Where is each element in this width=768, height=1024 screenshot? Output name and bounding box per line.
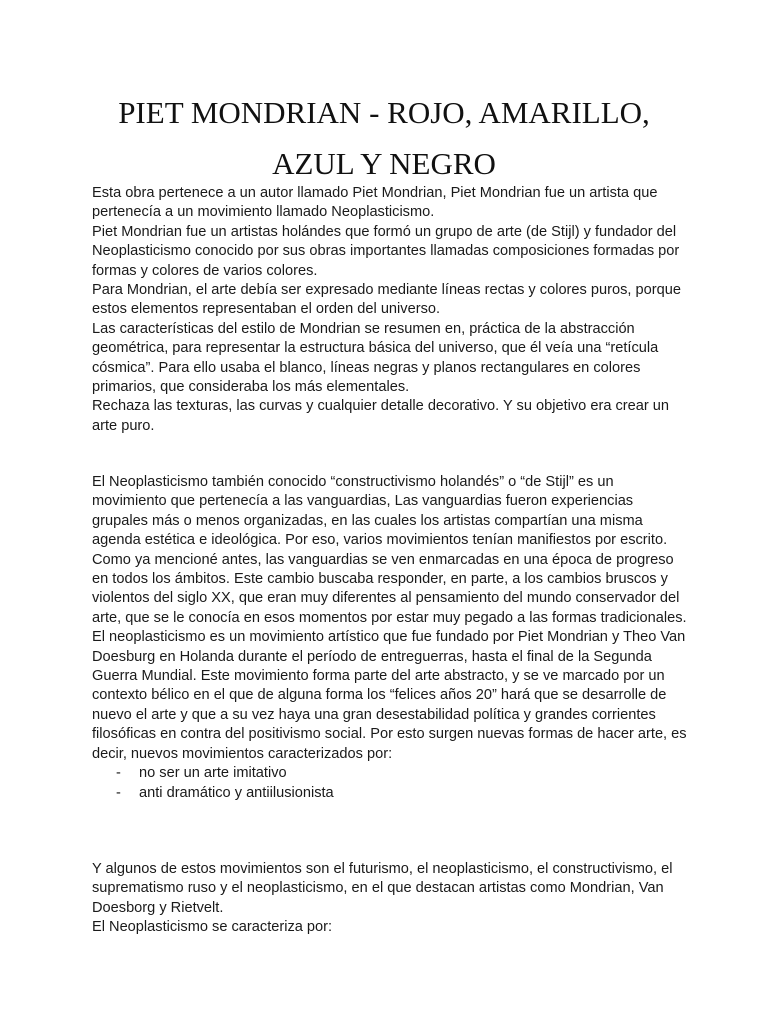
paragraph: Para Mondrian, el arte debía ser expresado mediante líneas rectas y colores puros, porque estos elementos representaban el orden del universo. [92, 282, 681, 318]
paragraph: Rechaza las texturas, las curvas y cualquier detalle decorativo. Y su objetivo era crear un arte puro. [92, 398, 670, 434]
paragraph: El Neoplasticismo se caracteriza por: [92, 919, 333, 936]
list-item-text: no ser un arte imitativo [139, 765, 287, 782]
title-line-2: AZUL Y NEGRO [272, 146, 496, 181]
title-line-1: PIET MONDRIAN - ROJO, AMARILLO, [118, 95, 650, 130]
list-dash: - [116, 784, 121, 801]
list-dash: - [116, 765, 121, 782]
paragraph: El Neoplasticismo también conocido “constructivismo holandés” o “de Stijl” es un movimiento que pertenecía a las vanguardias, Las vanguardias fueron experiencias grupales más o menos organizadas, en las cuales los artistas compartían una misma agenda estética e ideológica. Por eso, varios movimientos tenían manifiestos por escrito. Como ya mencioné antes, las vanguardias se ven enmarcadas en una época de progreso en todos los ámbitos. Este cambio buscaba responder, en parte, a los cambios bruscos y violentos del siglo XX, que eran muy diferentes al pensamiento del mundo conservador del arte, que se le conocía en esos momentos por estar muy pegado a las formas tradicionales. [92, 474, 687, 626]
list-item-text: anti dramático y antiilusionista [139, 784, 334, 801]
paragraph: Y algunos de estos movimientos son el futurismo, el neoplasticismo, el constructivismo, el suprematismo ruso y el neoplasticismo, en el que destacan artistas como Mondrian, Van Doesborg y Rietvelt. [92, 861, 673, 916]
paragraph: Esta obra pertenece a un autor llamado Piet Mondrian, Piet Mondrian fue un artista que pertenecía a un movimiento llamado Neoplasticismo. [92, 185, 658, 221]
intro-section [92, 184, 692, 436]
neoplasticism-section [92, 473, 692, 803]
characteristics-list [92, 764, 692, 803]
movements-section [92, 860, 692, 938]
list-item [92, 784, 692, 803]
document-title [70, 87, 698, 189]
paragraph: Las características del estilo de Mondrian se resumen en, práctica de la abstracción geométrica, para representar la estructura básica del universo, que él veía una “retícula cósmica”. Para ello usaba el blanco, líneas negras y planos rectangulares en colores primarios, que consideraba los más elementales. [92, 320, 659, 396]
paragraph: El neoplasticismo es un movimiento artístico que fue fundado por Piet Mondrian y Theo Van Doesburg en Holanda durante el período de entreguerras, hasta el final de la Segunda Guerra Mundial. Este movimiento forma parte del arte abstracto, y se ve marcado por un contexto bélico en el que de alguna forma los “felices años 20” hará que se desarrolle de nuevo el arte y que a su vez haya una gran desestabilidad política y grandes corrientes filosóficas en contra del positivismo social. Por esto surgen nuevas formas de hacer arte, es decir, nuevos movimientos caracterizados por: [92, 629, 687, 762]
list-item [92, 764, 692, 783]
paragraph: Piet Mondrian fue un artistas holándes que formó un grupo de arte (de Stijl) y fundador del Neoplasticismo conocido por sus obras importantes llamadas composiciones formadas por formas y colores de varios colores. [92, 223, 680, 279]
